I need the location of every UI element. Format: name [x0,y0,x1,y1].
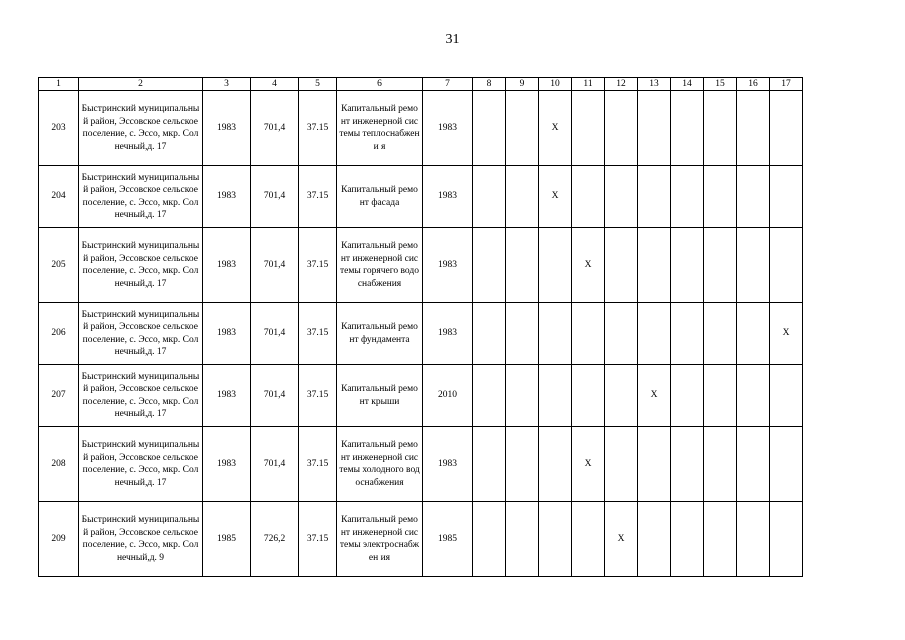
rate-cell: 37.15 [299,502,337,577]
period-cell-11 [572,166,605,228]
period-cell-16 [737,365,770,427]
period-mark-cell: X [770,303,803,365]
period-cell-10 [539,427,572,502]
period-cell-17 [770,365,803,427]
period-cell-10 [539,303,572,365]
table-row [39,166,803,228]
period-cell-17 [770,228,803,303]
period-cell-8 [473,166,506,228]
column-header-16: 16 [737,78,770,91]
address-cell: Быстринский муниципальный район, Эссовское сельское поселение, с. Эссо, мкр. Солнечный,д. 17 [79,228,203,303]
period-cell-10 [539,502,572,577]
period-cell-15 [704,427,737,502]
period-cell-13 [638,303,671,365]
period-mark-cell: X [572,427,605,502]
column-header-4: 4 [251,78,299,91]
area-cell: 701,4 [251,91,299,166]
column-header-10: 10 [539,78,572,91]
period-cell-12 [605,166,638,228]
plan-year-cell: 1983 [423,166,473,228]
plan-year-cell: 1983 [423,228,473,303]
period-cell-14 [671,228,704,303]
build-year-cell: 1985 [203,502,251,577]
period-cell-8 [473,91,506,166]
work-type-cell: Капитальный ремонт фундамента [337,303,423,365]
column-number-row [39,78,803,91]
column-header-7: 7 [423,78,473,91]
column-header-2: 2 [79,78,203,91]
period-cell-9 [506,303,539,365]
area-cell: 701,4 [251,228,299,303]
table-row [39,365,803,427]
period-cell-15 [704,303,737,365]
period-cell-8 [473,303,506,365]
table-row [39,502,803,577]
period-cell-14 [671,91,704,166]
row-number-cell: 205 [39,228,79,303]
capital-repair-table [38,77,803,577]
plan-year-cell: 1985 [423,502,473,577]
address-cell: Быстринский муниципальный район, Эссовское сельское поселение, с. Эссо, мкр. Солнечный,д. 17 [79,427,203,502]
period-cell-17 [770,502,803,577]
rate-cell: 37.15 [299,365,337,427]
period-cell-17 [770,91,803,166]
period-cell-13 [638,502,671,577]
period-cell-8 [473,228,506,303]
period-cell-16 [737,228,770,303]
period-cell-11 [572,91,605,166]
period-mark-cell: X [572,228,605,303]
column-header-3: 3 [203,78,251,91]
period-cell-9 [506,228,539,303]
work-type-cell: Капитальный ремонт фасада [337,166,423,228]
address-cell: Быстринский муниципальный район, Эссовское сельское поселение, с. Эссо, мкр. Солнечный,д. 17 [79,166,203,228]
column-header-5: 5 [299,78,337,91]
period-cell-15 [704,91,737,166]
period-cell-14 [671,303,704,365]
address-cell: Быстринский муниципальный район, Эссовское сельское поселение, с. Эссо, мкр. Солнечный,д. 9 [79,502,203,577]
row-number-cell: 207 [39,365,79,427]
rate-cell: 37.15 [299,166,337,228]
period-cell-15 [704,166,737,228]
period-cell-10 [539,228,572,303]
period-cell-13 [638,166,671,228]
build-year-cell: 1983 [203,166,251,228]
area-cell: 701,4 [251,365,299,427]
period-cell-14 [671,502,704,577]
row-number-cell: 203 [39,91,79,166]
period-cell-17 [770,427,803,502]
work-type-cell: Капитальный ремонт крыши [337,365,423,427]
build-year-cell: 1983 [203,91,251,166]
page-number: 31 [445,32,460,47]
period-mark-cell: X [539,91,572,166]
area-cell: 726,2 [251,502,299,577]
period-cell-14 [671,427,704,502]
table-row [39,303,803,365]
period-cell-15 [704,365,737,427]
period-cell-12 [605,427,638,502]
column-header-6: 6 [337,78,423,91]
period-cell-16 [737,427,770,502]
period-cell-8 [473,427,506,502]
plan-year-cell: 1983 [423,91,473,166]
table-row [39,228,803,303]
column-header-9: 9 [506,78,539,91]
rate-cell: 37.15 [299,228,337,303]
period-cell-10 [539,365,572,427]
address-cell: Быстринский муниципальный район, Эссовское сельское поселение, с. Эссо, мкр. Солнечный,д. 17 [79,91,203,166]
area-cell: 701,4 [251,427,299,502]
plan-year-cell: 2010 [423,365,473,427]
row-number-cell: 208 [39,427,79,502]
period-cell-12 [605,303,638,365]
period-cell-9 [506,502,539,577]
build-year-cell: 1983 [203,365,251,427]
period-cell-8 [473,502,506,577]
period-cell-11 [572,502,605,577]
address-cell: Быстринский муниципальный район, Эссовское сельское поселение, с. Эссо, мкр. Солнечный,д. 17 [79,303,203,365]
table-row [39,427,803,502]
work-type-cell: Капитальный ремонт инженерной системы холодного водоснабжения [337,427,423,502]
period-cell-14 [671,365,704,427]
column-header-11: 11 [572,78,605,91]
work-type-cell: Капитальный ремонт инженерной системы горячего водоснабжения [337,228,423,303]
period-cell-17 [770,166,803,228]
address-cell: Быстринский муниципальный район, Эссовское сельское поселение, с. Эссо, мкр. Солнечный,д. 17 [79,365,203,427]
work-type-cell: Капитальный ремонт инженерной системы теплоснабжени я [337,91,423,166]
column-header-12: 12 [605,78,638,91]
area-cell: 701,4 [251,303,299,365]
column-header-13: 13 [638,78,671,91]
period-cell-15 [704,228,737,303]
plan-year-cell: 1983 [423,427,473,502]
column-header-8: 8 [473,78,506,91]
build-year-cell: 1983 [203,427,251,502]
column-header-14: 14 [671,78,704,91]
period-cell-16 [737,303,770,365]
period-cell-16 [737,166,770,228]
row-number-cell: 204 [39,166,79,228]
period-cell-9 [506,365,539,427]
period-cell-12 [605,91,638,166]
column-header-15: 15 [704,78,737,91]
plan-year-cell: 1983 [423,303,473,365]
period-cell-9 [506,91,539,166]
period-mark-cell: X [638,365,671,427]
period-mark-cell: X [605,502,638,577]
period-cell-11 [572,303,605,365]
period-cell-16 [737,91,770,166]
table-row [39,91,803,166]
period-cell-15 [704,502,737,577]
period-cell-14 [671,166,704,228]
column-header-1: 1 [39,78,79,91]
period-cell-13 [638,91,671,166]
period-cell-9 [506,166,539,228]
column-header-17: 17 [770,78,803,91]
row-number-cell: 209 [39,502,79,577]
work-type-cell: Капитальный ремонт инженерной системы электроснабжен ия [337,502,423,577]
period-cell-9 [506,427,539,502]
rate-cell: 37.15 [299,427,337,502]
period-cell-12 [605,228,638,303]
row-number-cell: 206 [39,303,79,365]
period-cell-11 [572,365,605,427]
period-cell-13 [638,427,671,502]
period-cell-13 [638,228,671,303]
period-mark-cell: X [539,166,572,228]
period-cell-16 [737,502,770,577]
build-year-cell: 1983 [203,303,251,365]
build-year-cell: 1983 [203,228,251,303]
area-cell: 701,4 [251,166,299,228]
period-cell-8 [473,365,506,427]
rate-cell: 37.15 [299,91,337,166]
rate-cell: 37.15 [299,303,337,365]
period-cell-12 [605,365,638,427]
